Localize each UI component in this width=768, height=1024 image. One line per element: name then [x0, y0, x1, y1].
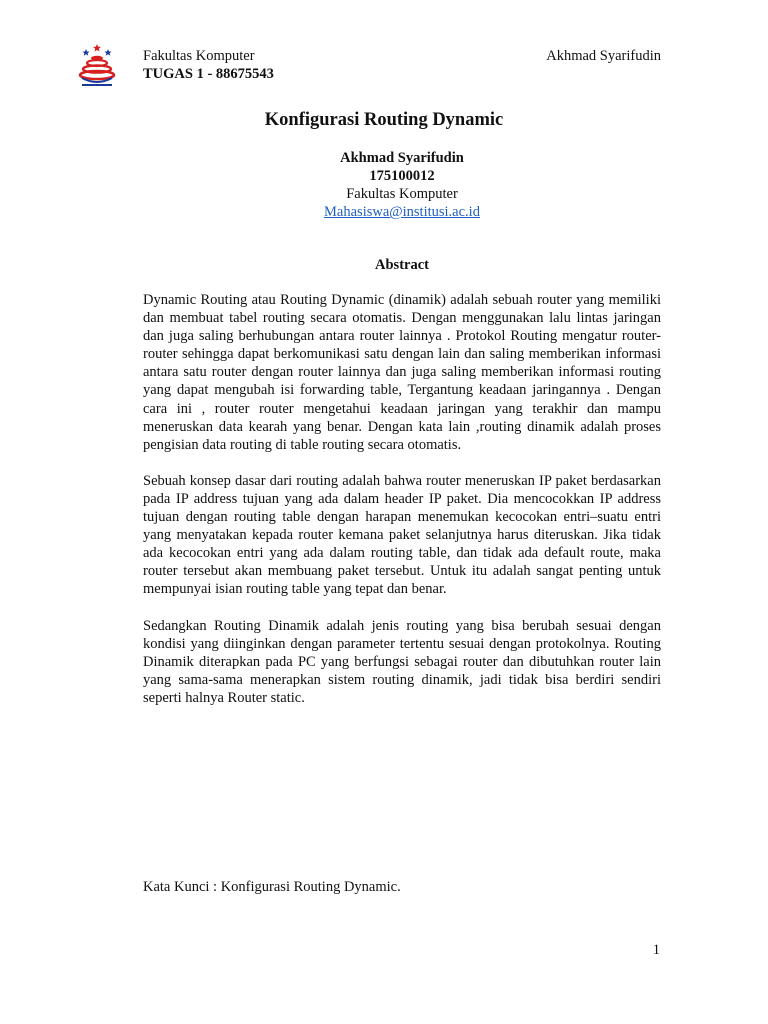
author-block — [0, 149, 768, 221]
page-number: 1 — [652, 942, 660, 958]
student-id: 175100012 — [369, 168, 435, 184]
paragraph: Dynamic Routing atau Routing Dynamic (dinamik) adalah sebuah router yang memiliki dan membuat tabel routing secara otomatis. Dengan menggunakan lalu lintas jaringan dan juga saling berhubungan antara router lainnya . Protokol Routing mengatur router-router sehingga dapat berkomunikasi satu dengan lain dan saling memberikan informasi antara satu router dengan router lainnya dan juga saling memberikan informasi routing yang dapat mengubah isi forwarding table, Tergantung keadaan jaringannya . Dengan cara ini , router router mengetahui keadaan jaringan yang terakhir dan mampu meneruskan data kearah yang benar. Dengan kata lain ,routing dinamik adalah proses pengisian data routing di table routing secara otomatis. — [143, 292, 661, 453]
author-name: Akhmad Syarifudin — [340, 150, 464, 166]
document-title: Konfigurasi Routing Dynamic — [264, 110, 504, 130]
header-author: Akhmad Syarifudin — [546, 48, 661, 64]
author-faculty: Fakultas Komputer — [346, 186, 458, 202]
header-assignment: TUGAS 1 - 88675543 — [143, 66, 274, 82]
header-left — [143, 47, 274, 83]
header-faculty: Fakultas Komputer — [143, 48, 255, 64]
keywords: Kata Kunci : Konfigurasi Routing Dynamic. — [143, 879, 401, 895]
abstract-heading: Abstract — [375, 257, 429, 273]
paragraph: Sebuah konsep dasar dari routing adalah bahwa router meneruskan IP paket berdasarkan pada IP address tujuan yang ada dalam header IP paket. Dia mencocokkan IP address tujuan dengan routing table dengan harapan menemukan kecocokan entri–suatu entri yang menyatakan kepada router kemana paket selanjutnya harus diteruskan. Jika tidak ada kecocokan entri yang ada dalam routing table, dan tidak ada default route, maka router tersebut akan membuang paket tersebut. Untuk itu adalah sangat penting untuk mempunyai isian routing table yang tepat dan benar. — [143, 472, 661, 598]
abstract-body — [143, 291, 661, 725]
paragraph: Sedangkan Routing Dinamik adalah jenis routing yang bisa berubah sesuai dengan kondisi yang diinginkan dengan parameter tertentu sesuai dengan protokolnya. Routing Dinamik diterapkan pada PC yang berfungsi sebagai router dan dibutuhkan router lain yang sama-sama menerapkan sistem routing dinamik, jadi tidak bisa berdiri sendiri seperti halnya Router static. — [143, 617, 661, 706]
email-link[interactable]: Mahasiswa@institusi.ac.id — [324, 204, 480, 220]
institution-logo-icon — [74, 42, 120, 88]
